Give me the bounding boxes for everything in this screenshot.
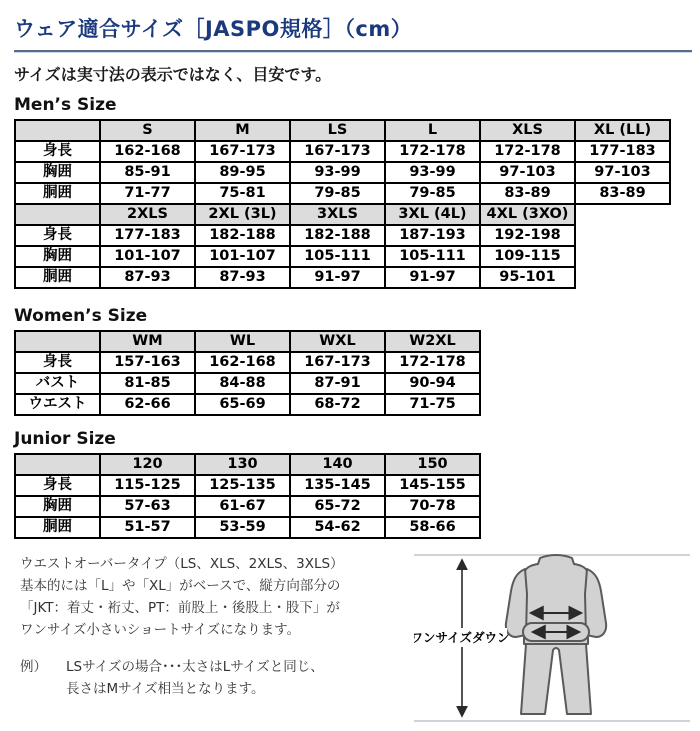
column-header: XL (LL) (575, 120, 670, 141)
table-row (15, 352, 480, 373)
row-label: 胸囲 (15, 496, 100, 517)
header-row (15, 204, 575, 225)
corner-cell (15, 204, 100, 225)
column-header: L (385, 120, 480, 141)
table-row (15, 141, 670, 162)
data-cell: 192-198 (480, 225, 575, 246)
table-row (15, 394, 480, 415)
example-line: 長さはMサイズ相当となります。 (66, 681, 265, 697)
data-cell: 167-173 (290, 141, 385, 162)
data-cell: 81-85 (100, 373, 195, 394)
table-row (15, 225, 575, 246)
data-cell: 79-85 (290, 183, 385, 204)
mens-size-table-upper (14, 119, 671, 205)
table-row (15, 267, 575, 288)
row-label: 胸囲 (15, 246, 100, 267)
data-cell: 172-178 (480, 141, 575, 162)
data-cell: 157-163 (100, 352, 195, 373)
data-cell: 54-62 (290, 517, 385, 538)
junior-size-heading: Junior Size (14, 429, 116, 449)
data-cell: 125-135 (195, 475, 290, 496)
data-cell: 83-89 (575, 183, 670, 204)
corner-cell (15, 120, 100, 141)
womens-size-heading: Women’s Size (14, 306, 148, 326)
column-header: W2XL (385, 331, 480, 352)
data-cell: 182-188 (290, 225, 385, 246)
data-cell: 172-178 (385, 352, 480, 373)
pants-shape (521, 644, 591, 714)
garment-silhouette (506, 555, 606, 714)
table-row (15, 162, 670, 183)
data-cell: 109-115 (480, 246, 575, 267)
column-header: S (100, 120, 195, 141)
column-header: 120 (100, 454, 195, 475)
data-cell: 95-101 (480, 267, 575, 288)
column-header: 2XLS (100, 204, 195, 225)
data-cell: 97-103 (480, 162, 575, 183)
row-label: 胴囲 (15, 267, 100, 288)
example-line: LSサイズの場合･･･太さはLサイズと同じ、 (66, 659, 324, 675)
column-header: 3XL (4L) (385, 204, 480, 225)
data-cell: 182-188 (195, 225, 290, 246)
data-cell: 167-173 (290, 352, 385, 373)
table-row (15, 496, 480, 517)
data-cell: 177-183 (100, 225, 195, 246)
data-cell: 93-99 (385, 162, 480, 183)
table-row (15, 183, 670, 204)
data-cell: 105-111 (290, 246, 385, 267)
data-cell: 172-178 (385, 141, 480, 162)
data-cell: 115-125 (100, 475, 195, 496)
data-cell: 87-93 (195, 267, 290, 288)
one-size-down-label: ワンサイズダウン (414, 630, 510, 645)
data-cell: 85-91 (100, 162, 195, 183)
table-row (15, 517, 480, 538)
data-cell: 105-111 (385, 246, 480, 267)
column-header: WL (195, 331, 290, 352)
subtitle-note: サイズは実寸法の表示ではなく、目安です。 (14, 65, 332, 84)
mens-size-table-lower (14, 203, 576, 289)
data-cell: 79-85 (385, 183, 480, 204)
corner-cell (15, 454, 100, 475)
corner-cell (15, 331, 100, 352)
data-cell: 135-145 (290, 475, 385, 496)
data-cell: 65-72 (290, 496, 385, 517)
column-header: XLS (480, 120, 575, 141)
junior-size-table (14, 453, 481, 539)
data-cell: 61-67 (195, 496, 290, 517)
bottom-section (14, 547, 692, 731)
data-cell: 91-97 (290, 267, 385, 288)
data-cell: 101-107 (100, 246, 195, 267)
data-cell: 162-168 (100, 141, 195, 162)
data-cell: 162-168 (195, 352, 290, 373)
mens-size-heading: Men’s Size (14, 95, 117, 115)
row-label: 身長 (15, 141, 100, 162)
data-cell: 90-94 (385, 373, 480, 394)
column-header: 140 (290, 454, 385, 475)
data-cell: 68-72 (290, 394, 385, 415)
example-block (20, 656, 414, 700)
column-header: 2XL (3L) (195, 204, 290, 225)
size-figure (414, 549, 692, 731)
column-header: 4XL (3XO) (480, 204, 575, 225)
column-header: M (195, 120, 290, 141)
example-lines (66, 656, 324, 700)
data-cell: 57-63 (100, 496, 195, 517)
data-cell: 187-193 (385, 225, 480, 246)
column-header: WXL (290, 331, 385, 352)
table-row (15, 246, 575, 267)
note-line: 「JKT：着丈・裄丈、PT：前股上・後股上・股下」が (20, 600, 340, 616)
table-row (15, 373, 480, 394)
data-cell: 51-57 (100, 517, 195, 538)
data-cell: 75-81 (195, 183, 290, 204)
data-cell: 93-99 (290, 162, 385, 183)
column-header: WM (100, 331, 195, 352)
data-cell: 101-107 (195, 246, 290, 267)
data-cell: 87-91 (290, 373, 385, 394)
row-label: 身長 (15, 225, 100, 246)
data-cell: 71-77 (100, 183, 195, 204)
note-line: ワンサイズ小さいショートサイズになります。 (20, 622, 300, 638)
data-cell: 145-155 (385, 475, 480, 496)
data-cell: 177-183 (575, 141, 670, 162)
column-header: 3XLS (290, 204, 385, 225)
column-header: 150 (385, 454, 480, 475)
data-cell: 89-95 (195, 162, 290, 183)
header-row (15, 120, 670, 141)
note-line: ウエストオーバータイプ（LS、XLS、2XLS、3XLS） (20, 556, 344, 572)
row-label: 胴囲 (15, 517, 100, 538)
row-label: バスト (15, 373, 100, 394)
data-cell: 65-69 (195, 394, 290, 415)
data-cell: 62-66 (100, 394, 195, 415)
data-cell: 83-89 (480, 183, 575, 204)
column-header: 130 (195, 454, 290, 475)
row-label: ウエスト (15, 394, 100, 415)
row-label: 胴囲 (15, 183, 100, 204)
note-line: 基本的には「L」や「XL」がベースで、縦方向部分の (20, 578, 341, 594)
data-cell: 167-173 (195, 141, 290, 162)
garment-diagram (414, 549, 690, 727)
data-cell: 97-103 (575, 162, 670, 183)
table-row (15, 475, 480, 496)
row-label: 身長 (15, 475, 100, 496)
page-title: ウェア適合サイズ［JASPO規格］（cm） (14, 13, 692, 52)
column-header: LS (290, 120, 385, 141)
womens-size-table (14, 330, 481, 416)
data-cell: 71-75 (385, 394, 480, 415)
data-cell: 58-66 (385, 517, 480, 538)
data-cell: 70-78 (385, 496, 480, 517)
data-cell: 91-97 (385, 267, 480, 288)
data-cell: 53-59 (195, 517, 290, 538)
data-cell: 84-88 (195, 373, 290, 394)
row-label: 胸囲 (15, 162, 100, 183)
data-cell: 87-93 (100, 267, 195, 288)
header-row (15, 454, 480, 475)
row-label: 身長 (15, 352, 100, 373)
notes-paragraph (14, 547, 414, 700)
header-row (15, 331, 480, 352)
example-prefix: 例） (20, 659, 47, 675)
